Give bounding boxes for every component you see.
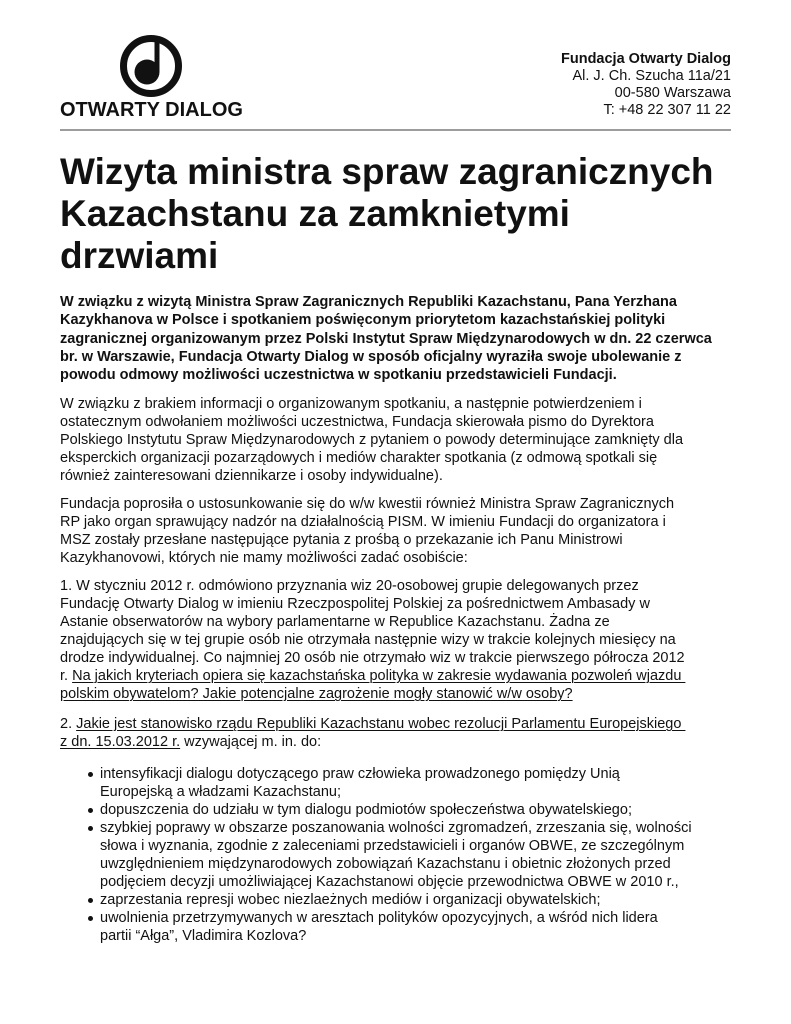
paragraph-line: Kazykhanovowi, których nie mamy możliwości zadać osobiście: (60, 550, 468, 566)
question-1-underlined: Na jakich kryteriach opiera się kazachstańska polityka w zakresie wydawania pozwoleń wjazdu (72, 668, 686, 684)
list-item (60, 909, 731, 945)
title-line: Wizyta ministra spraw zagranicznych (60, 151, 714, 192)
list-item (60, 819, 731, 891)
body-paragraph (60, 395, 731, 485)
lead-line: Kazykhanova w Polsce i spotkaniem poświęconym priorytetom kazachstańskiej polityki (60, 312, 666, 329)
bullet-marker (88, 916, 93, 921)
header-divider (60, 129, 731, 131)
lead-paragraph (60, 293, 731, 384)
list-item (60, 765, 731, 801)
list-item-line: uwolnienia przetrzymywanych w aresztach polityków opozycyjnych, a wśród nich lidera (100, 910, 658, 926)
page-title (60, 151, 731, 277)
list-item-line: szybkiej poprawy w obszarze poszanowania wolności zgromadzeń, zrzeszania się, wolności (100, 820, 692, 836)
paragraph-line: drodze indywidualnej. Co najmniej 20 osób nie otrzymało wiz w trakcie pierwszego półrocza 2012 (60, 650, 685, 666)
paragraph-line: RP jako organ sprawujący nadzór na działalnością PISM. W imieniu Fundacji do organizatora i (60, 514, 666, 530)
paragraph-line: znajdujących się w tej grupie osób nie otrzymała następnie wizy w trakcie kolejnych miesięcy na (60, 632, 676, 648)
paragraph-line: Polskiego Instytutu Spraw Międzynarodowych z pytaniem o powody determinujące zamknięty dla (60, 432, 684, 448)
bullet-marker (88, 898, 93, 903)
logo-wordmark: OTWARTY DIALOG (60, 99, 243, 121)
demands-list (60, 765, 731, 945)
title-line: drzwiami (60, 235, 219, 276)
bullet-marker (88, 826, 93, 831)
paragraph-line (60, 667, 685, 685)
lead-line: br. w Warszawie, Fundacja Otwarty Dialog w sposób oficjalny wyraziła swoje ubolewanie z (60, 348, 682, 365)
otwarty-dialog-logo-icon (60, 33, 250, 99)
list-item-line: podjęciem decyzji umożliwiającej Kazachstanowi objęcie przewodnictwa OBWE w 2010 r., (100, 874, 679, 890)
list-item-line: uwzględnieniem międzynarodowych zobowiązań Kazachstanu i obietnic złożonych przed (100, 856, 671, 872)
phone-number: T: +48 22 307 11 22 (603, 102, 731, 118)
lead-line: W związku z wizytą Ministra Spraw Zagranicznych Republiki Kazachstanu, Pana Yerzhana (60, 294, 677, 310)
title-line: Kazachstanu za zamknietymi (60, 193, 570, 234)
list-item-line: zaprzestania represji wobec niezlaeżnych mediów i organizacji obywatelskich; (100, 892, 601, 908)
paragraph-line: MSZ zostały przesłane następujące pytania z prośbą o przekazanie ich Panu Ministrowi (60, 532, 623, 548)
paragraph-line: Fundacja poprosiła o ustosunkowanie się do w/w kwestii również Ministra Spraw Zagranicznych (60, 496, 675, 512)
lead-line: zagranicznej organizowanym przez Polski Instytut Spraw Międzynarodowych w dn. 22 czerwca (60, 330, 712, 347)
paragraph-line: Astanie obserwatorów na wybory parlamentarne w Republice Kazachstanu. Żadna ze (60, 614, 610, 630)
paragraph-line: również zainteresowani dziennikarze i osoby indywidualne). (60, 468, 443, 484)
list-item (60, 891, 731, 909)
question-2-underlined: Jakie jest stanowisko rządu Republiki Kazachstanu wobec rezolucji Parlamentu Europejskiego (76, 716, 686, 732)
bullet-marker (88, 772, 93, 777)
paragraph-line: Fundację Otwarty Dialog w imieniu Rzeczpospolitej Polskiej za pośrednictwem Ambasady w (60, 596, 650, 612)
organization-name: Fundacja Otwarty Dialog (561, 51, 731, 67)
paragraph-line: 1. W styczniu 2012 r. odmówiono przyznania wiz 20-osobowej grupie delegowanych przez (60, 578, 639, 594)
paragraph-line (60, 715, 685, 733)
lead-line: powodu odmowy możliwości uczestnictwa w spotkaniu przedstawicieli Fundacji. (60, 367, 617, 384)
list-item-line: intensyfikacji dialogu dotyczącego praw człowieka prowadzonego pomiędzy Unią (100, 766, 620, 782)
question-1-paragraph (60, 577, 731, 703)
contact-address (561, 51, 731, 119)
paragraph-line: eksperckich organizacji pozarządowych i mediów charakter spotkania (z odmową spotkali się (60, 450, 658, 466)
question-prefix: r. (60, 668, 73, 684)
question-2-paragraph (60, 715, 731, 751)
list-item-line: dopuszczenia do udziału w tym dialogu podmiotów społeczeństwa obywatelskiego; (100, 802, 632, 818)
city-address: 00-580 Warszawa (614, 85, 731, 101)
list-item-line: partii “Ałga”, Vladimira Kozlova? (100, 928, 307, 944)
list-item-line: słowa i wyznania, zgodnie z zaleceniami przedstawicieli i organów OBWE, ze szczególnym (100, 838, 685, 854)
question-number: 2. (60, 716, 77, 732)
paragraph-line: W związku z brakiem informacji o organizowanym spotkaniu, a następnie potwierdzeniem i (60, 396, 642, 412)
bullet-marker (88, 808, 93, 813)
paragraph-line: ostatecznym odwołaniem możliwości uczestnictwa, Fundacja skierowała pismo do Dyrektora (60, 414, 654, 430)
question-1-underlined: polskim obywatelom? Jakie potencjalne zagrożenie mogły stanowić w/w osoby? (60, 686, 573, 702)
question-2-underlined: z dn. 15.03.2012 r. (60, 734, 181, 750)
paragraph-line (60, 733, 321, 751)
street-address: Al. J. Ch. Szucha 11a/21 (572, 68, 731, 84)
list-item-line: Europejską a władzami Kazachstanu; (100, 784, 341, 800)
body-paragraph (60, 495, 731, 567)
question-continuation: wzywającej m. in. do: (180, 734, 322, 750)
list-item (60, 801, 731, 819)
